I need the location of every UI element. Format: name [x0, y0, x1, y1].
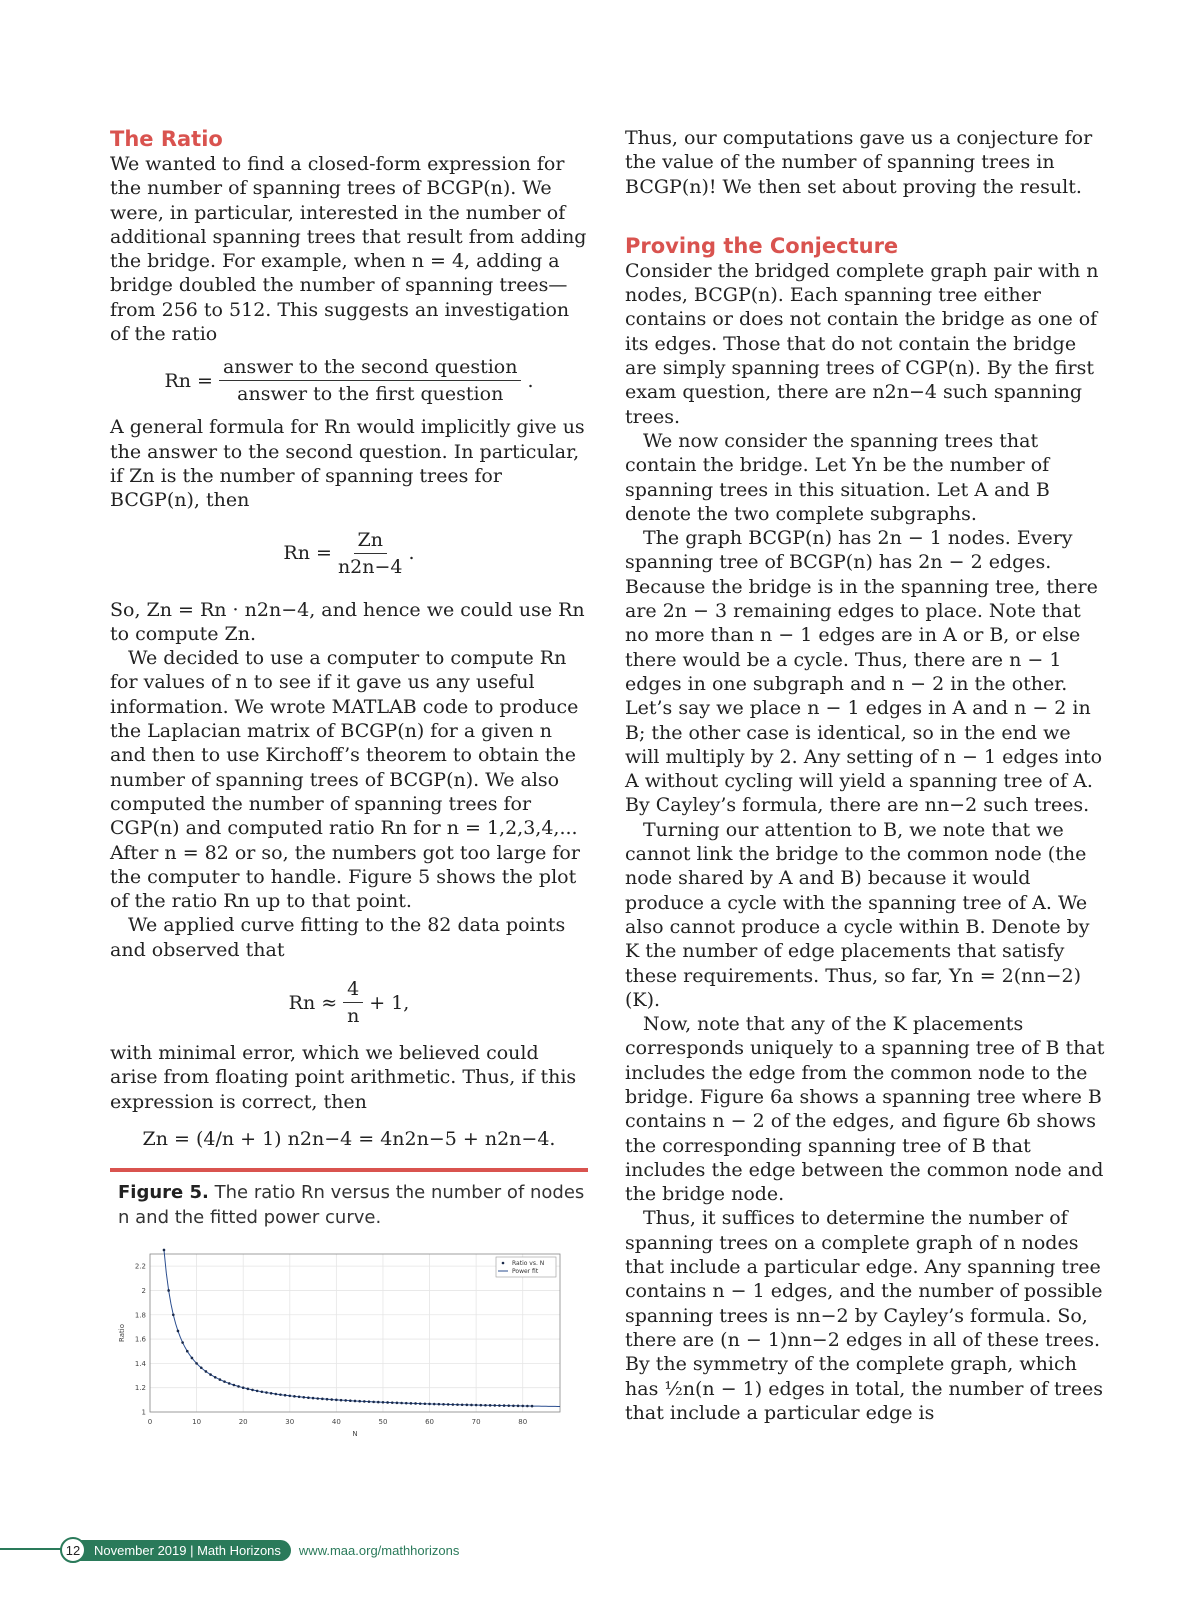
data-point	[223, 1380, 226, 1383]
data-point	[349, 1399, 352, 1402]
data-point	[237, 1385, 240, 1388]
caption-rule	[110, 1168, 588, 1172]
paragraph: We now consider the spanning trees that contain the bridge. Let Yn be the number of spanning trees in this situation. Let A and B denote the two complete subgraphs.	[625, 429, 1050, 525]
data-point	[256, 1389, 259, 1392]
data-point	[503, 1404, 506, 1407]
y-tick-label: 1.6	[134, 1335, 146, 1344]
x-tick-label: 10	[192, 1417, 202, 1426]
data-point	[228, 1382, 231, 1385]
data-point	[410, 1402, 413, 1405]
data-point	[293, 1395, 296, 1398]
equation-numerator: answer to the second question	[219, 356, 522, 381]
data-point	[279, 1393, 282, 1396]
data-point	[316, 1397, 319, 1400]
data-point	[531, 1405, 534, 1408]
data-point	[205, 1370, 208, 1373]
data-point	[181, 1341, 184, 1344]
data-point	[330, 1398, 333, 1401]
data-point	[312, 1397, 315, 1400]
paragraph: with minimal error, which we believed could arise from floating point arithmetic. Thus, if this expression is correct, then	[110, 1042, 577, 1113]
legend-marker-ratio	[502, 1262, 505, 1265]
data-point	[261, 1390, 264, 1393]
data-point	[274, 1393, 277, 1396]
data-point	[265, 1391, 268, 1394]
data-point	[344, 1399, 347, 1402]
left-column	[110, 126, 588, 1446]
legend-label-fit: Power fit	[512, 1267, 539, 1275]
data-point	[433, 1403, 436, 1406]
right-column	[625, 126, 1105, 1425]
data-point	[507, 1404, 510, 1407]
plot-frame	[150, 1254, 560, 1412]
data-point	[475, 1404, 478, 1407]
data-point	[163, 1249, 166, 1252]
equation-zn	[110, 1128, 588, 1150]
data-point	[377, 1401, 380, 1404]
data-point	[191, 1357, 194, 1360]
footer	[60, 1537, 459, 1563]
paragraph: The graph BCGP(n) has 2n − 1 nodes. Every spanning tree of BCGP(n) has 2n − 2 edges. Because the bridge is in the spanning tree, there are 2n − 3 remaining edges to place. Note that no more than n − 1 edges are in A or B, or else there would be a cycle. Thus, there are n − 1 edges in one subgraph and n − 2 in the other. Let’s say we place n − 1 edges in A and n − 2 in B; the other case is identical, so in the end we will multiply by 2. Any setting of n − 1 edges into A without cycling will yield a spanning tree of A. By Cayley’s formula, there are nn−2 such trees.	[625, 527, 1103, 817]
y-tick-label: 1.2	[134, 1384, 146, 1393]
data-point	[498, 1404, 501, 1407]
equation-lhs: Rn =	[164, 369, 213, 392]
data-point	[438, 1403, 441, 1406]
y-tick-label: 1	[141, 1408, 146, 1417]
caption-text: The ratio Rn versus the number of nodes n and the fitted power curve.	[118, 1181, 585, 1228]
paragraph: Now, note that any of the K placements corresponds uniquely to a spanning tree of B that includes the edge from the common node to the bridge. Figure 6a shows a spanning tree where B contains n − 2 of the edges, and figure 6b shows the corresponding spanning tree of B that includes the edge between the common node and the bridge node.	[625, 1013, 1105, 1206]
data-point	[363, 1400, 366, 1403]
x-tick-label: 50	[378, 1417, 388, 1426]
data-point	[242, 1386, 245, 1389]
data-point	[335, 1398, 338, 1401]
data-point	[386, 1401, 389, 1404]
legend-label-ratio: Ratio vs. N	[512, 1259, 545, 1267]
equation-denominator: n	[347, 1005, 360, 1028]
data-point	[405, 1402, 408, 1405]
data-point	[307, 1396, 310, 1399]
data-point	[284, 1394, 287, 1397]
data-point	[195, 1362, 198, 1365]
x-tick-label: 20	[238, 1417, 248, 1426]
data-point	[247, 1387, 250, 1390]
data-point	[167, 1289, 170, 1292]
equation-numerator: 4	[343, 978, 363, 1003]
y-tick-label: 1.8	[134, 1311, 146, 1320]
x-axis-label: N	[352, 1429, 358, 1438]
data-point	[340, 1399, 343, 1402]
paragraph: A general formula for Rn would implicitly give us the answer to the second question. In particular, if Zn is the number of spanning trees for BCGP(n), then	[110, 416, 585, 512]
data-point	[354, 1400, 357, 1403]
section-heading-proving: Proving the Conjecture	[625, 233, 899, 258]
data-point	[214, 1376, 217, 1379]
paragraph: We decided to use a computer to compute Rn for values of n to see if it gave us any useful information. We wrote MATLAB code to produce the Laplacian matrix of BCGP(n) for a given n and then to use Kirchoff’s theorem to obtain the number of spanning trees of BCGP(n). We also computed the number of spanning trees for CGP(n) and computed ratio Rn for n = 1,2,3,4,... After n = 82 or so, the numbers got too large for the computer to handle. Figure 5 shows the plot of the ratio Rn up to that point.	[110, 647, 580, 913]
data-point	[447, 1403, 450, 1406]
paragraph: Consider the bridged complete graph pair with n nodes, BCGP(n). Each spanning tree either contains or does not contain the bridge as one of its edges. Those that do not contain the bridge are simply spanning trees of CGP(n). By the first exam question, there are n2n−4 such spanning trees.	[625, 259, 1099, 428]
figure-caption	[110, 1180, 588, 1230]
paragraph: Thus, it suffices to determine the number of spanning trees on a complete graph of n nodes that include a particular edge. Any spanning tree contains n − 1 edges, and the number of possible spanning trees is nn−2 by Cayley’s formula. So, there are (n − 1)nn−2 edges in all of these trees. By the symmetry of the complete graph, which has ½n(n − 1) edges in total, the number of trees that include a particular edge is	[625, 1207, 1103, 1424]
paragraph: We wanted to find a closed-form expression for the number of spanning trees of BCGP(n). We were, in particular, interested in the number of additional spanning trees that result from adding the bridge. For example, when n = 4, adding a bridge doubled the number of spanning trees—from 256 to 512. This suggests an investigation of the ratio	[110, 153, 587, 346]
data-point	[358, 1400, 361, 1403]
caption-label: Figure 5.	[118, 1181, 209, 1203]
data-point	[382, 1401, 385, 1404]
paragraph: We applied curve fitting to the 82 data points and observed that	[110, 914, 566, 961]
equation-ratio-z: Rn = $\frac{Zn}{n2n-4}$ .	[283, 528, 415, 578]
data-point	[288, 1394, 291, 1397]
data-point	[177, 1330, 180, 1333]
equation-denominator: n2n−4	[337, 555, 403, 578]
equation-rhs: + 1,	[369, 991, 410, 1014]
x-tick-label: 80	[518, 1417, 528, 1426]
data-point	[479, 1404, 482, 1407]
data-point	[219, 1378, 222, 1381]
data-point	[321, 1397, 324, 1400]
paragraph: So, Zn = Rn · n2n−4, and hence we could use Rn to compute Zn.	[110, 598, 585, 645]
data-point	[419, 1402, 422, 1405]
data-point	[414, 1402, 417, 1405]
figure-5-chart	[110, 1242, 588, 1442]
y-tick-label: 2.2	[134, 1262, 146, 1271]
data-point	[442, 1403, 445, 1406]
data-point	[368, 1400, 371, 1403]
x-tick-label: 40	[331, 1417, 341, 1426]
y-axis-label: Ratio	[118, 1323, 126, 1342]
data-point	[489, 1404, 492, 1407]
data-point	[233, 1384, 236, 1387]
data-point	[526, 1405, 529, 1408]
data-point	[209, 1373, 212, 1376]
x-tick-label: 30	[285, 1417, 295, 1426]
data-point	[424, 1402, 427, 1405]
data-point	[466, 1403, 469, 1406]
equation-lhs: Rn =	[283, 542, 332, 565]
page-number: 12	[60, 1537, 86, 1563]
data-point	[470, 1404, 473, 1407]
data-point	[484, 1404, 487, 1407]
equation-numerator: Zn	[354, 529, 387, 554]
data-point	[521, 1405, 524, 1408]
data-point	[298, 1395, 301, 1398]
data-point	[400, 1402, 403, 1405]
data-point	[391, 1401, 394, 1404]
paragraph: Thus, our computations gave us a conjecture for the value of the number of spanning trees in BCGP(n)! We then set about proving the result.	[625, 127, 1093, 198]
data-point	[517, 1404, 520, 1407]
x-tick-label: 0	[147, 1417, 153, 1426]
data-point	[172, 1313, 175, 1316]
x-tick-label: 60	[425, 1417, 435, 1426]
data-point	[452, 1403, 455, 1406]
data-point	[461, 1403, 464, 1406]
data-point	[302, 1396, 305, 1399]
data-point	[372, 1400, 375, 1403]
equation-ratio-definition: Rn = $\frac{\text{answer to the second question}}{\text{answer to the first question}}$ .	[164, 356, 534, 406]
y-tick-label: 2	[141, 1286, 146, 1295]
equation-lhs: Rn ≈	[288, 991, 338, 1014]
equation-denominator: answer to the first question	[237, 383, 504, 406]
issue-label: November 2019 | Math Horizons	[80, 1540, 291, 1561]
paragraph: Turning our attention to B, we note that we cannot link the bridge to the common node (the node shared by A and B) because it would produce a cycle with the spanning tree of A. We also cannot produce a cycle within B. Denote by K the number of edge placements that satisfy these requirements. Thus, so far, Yn = 2(nn−2)(K).	[625, 818, 1090, 1011]
data-point	[428, 1403, 431, 1406]
x-tick-label: 70	[471, 1417, 481, 1426]
data-point	[456, 1403, 459, 1406]
y-tick-label: 1.4	[134, 1359, 146, 1368]
equation-fit	[110, 978, 588, 1027]
footer-url: www.maa.org/mathhorizons	[298, 1542, 460, 1558]
data-point	[200, 1366, 203, 1369]
data-point	[512, 1404, 515, 1407]
data-point	[251, 1389, 254, 1392]
data-point	[493, 1404, 496, 1407]
equation-zn-text: Zn = (4/n + 1) n2n−4 = 4n2n−5 + n2n−4.	[142, 1127, 556, 1150]
data-point	[270, 1392, 273, 1395]
data-point	[326, 1398, 329, 1401]
section-heading-ratio: The Ratio	[110, 127, 223, 151]
data-point	[186, 1350, 189, 1353]
data-point	[396, 1401, 399, 1404]
